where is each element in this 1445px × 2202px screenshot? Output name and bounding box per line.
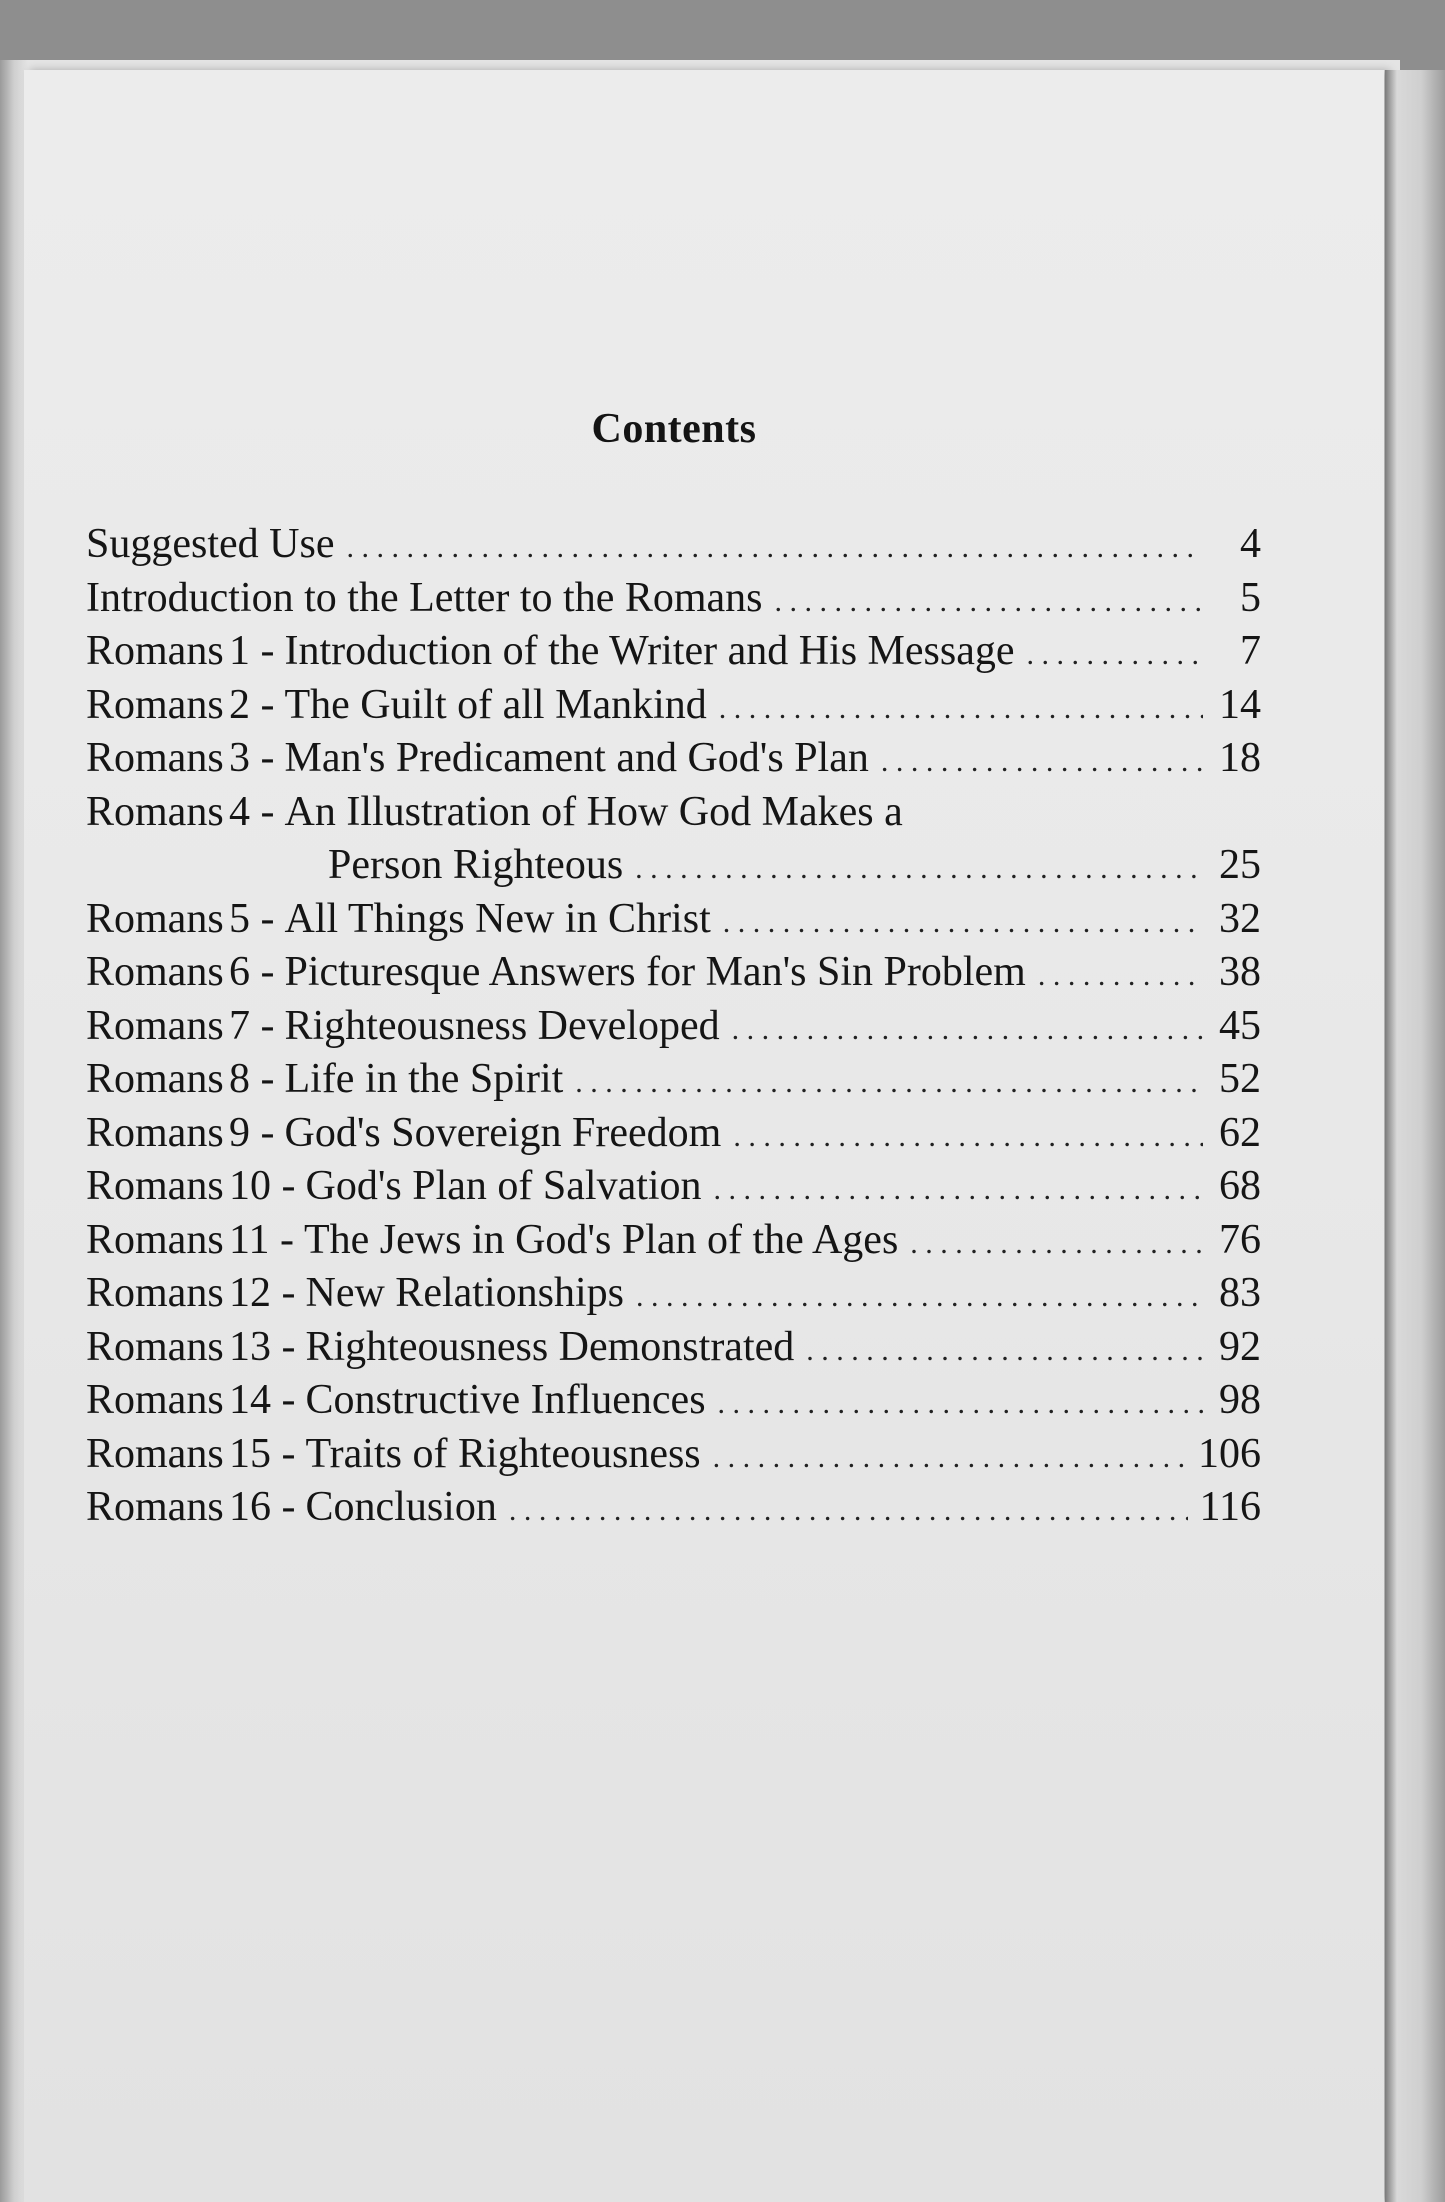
separator: - <box>250 1002 275 1049</box>
toc-entry-title: Conclusion <box>305 1484 497 1530</box>
separator: - <box>271 1270 296 1316</box>
dot-leader <box>575 1066 1203 1100</box>
toc-entry-romans-14[interactable] <box>86 1376 1261 1430</box>
separator: - <box>271 1377 296 1423</box>
toc-entry-title-continued: Person Righteous <box>328 842 624 888</box>
toc-page-number: 32 <box>1219 895 1261 942</box>
separator: - <box>250 949 275 995</box>
toc-chapter-number: 3 <box>229 735 250 781</box>
toc-entry-title: Man's Predicament and God's Plan <box>284 735 869 781</box>
toc-entry-romans-1[interactable] <box>86 627 1261 681</box>
toc-chapter-number: 6 <box>229 949 250 995</box>
dot-leader <box>346 531 1203 565</box>
dot-leader <box>1038 959 1203 993</box>
toc-page-number: 18 <box>1219 735 1261 781</box>
toc-chapter-number: 1 <box>229 628 250 674</box>
book-page <box>24 70 1384 2202</box>
toc-chapter-number: 2 <box>229 681 250 728</box>
toc-chapter-number: 9 <box>229 1109 250 1156</box>
toc-entry-introduction[interactable] <box>86 574 1261 628</box>
dot-leader <box>636 1280 1203 1314</box>
toc-page-number: 52 <box>1219 1056 1261 1102</box>
toc-page-number: 68 <box>1219 1163 1261 1209</box>
toc-page-number: 83 <box>1219 1270 1261 1316</box>
toc-entry-romans-4[interactable] <box>86 788 1261 842</box>
toc-chapter-number: 8 <box>229 1056 250 1102</box>
toc-page-number: 76 <box>1219 1216 1261 1263</box>
toc-entry-title: Righteousness Developed <box>284 1002 720 1049</box>
toc-book-label: Romans <box>86 1002 224 1049</box>
toc-book-label: Romans <box>86 1430 224 1477</box>
toc-entry-romans-10[interactable] <box>86 1162 1261 1216</box>
toc-book-label: Romans <box>86 1270 224 1316</box>
dot-leader <box>733 1120 1203 1154</box>
toc-page-number: 25 <box>1219 842 1261 888</box>
dot-leader <box>713 1441 1186 1475</box>
toc-book-label: Romans <box>86 895 224 942</box>
toc-entry-title: Introduction of the Writer and His Message <box>284 628 1015 674</box>
toc-page-number: 106 <box>1198 1430 1261 1477</box>
dot-leader <box>714 1173 1203 1207</box>
toc-entry-suggested-use[interactable] <box>86 520 1261 574</box>
toc-book-label: Romans <box>86 681 224 728</box>
dot-leader <box>732 1013 1203 1047</box>
separator: - <box>271 1430 296 1477</box>
dot-leader <box>1027 638 1203 672</box>
toc-entry-romans-8[interactable] <box>86 1055 1261 1109</box>
toc-page-number: 98 <box>1219 1377 1261 1423</box>
toc-entry-title: Suggested Use <box>86 521 335 567</box>
toc-entry-romans-9[interactable] <box>86 1109 1261 1163</box>
toc-book-label: Romans <box>86 1216 224 1263</box>
toc-entry-title: New Relationships <box>305 1270 624 1316</box>
toc-page-number: 45 <box>1219 1002 1261 1049</box>
toc-page-number: 116 <box>1199 1484 1261 1530</box>
toc-entry-title: The Guilt of all Mankind <box>284 681 707 728</box>
toc-chapter-number: 14 <box>229 1377 271 1423</box>
toc-entry-title: Constructive Influences <box>305 1377 706 1423</box>
toc-chapter-number: 7 <box>229 1002 250 1049</box>
dot-leader <box>881 745 1203 779</box>
toc-page-number: 14 <box>1219 681 1261 728</box>
toc-chapter-number: 10 <box>229 1163 271 1209</box>
toc-entry-title: An Illustration of How God Makes a <box>284 788 903 835</box>
separator: - <box>250 681 275 728</box>
toc-book-label: Romans <box>86 949 224 995</box>
toc-chapter-number: 13 <box>229 1323 271 1370</box>
toc-page-number: 92 <box>1219 1323 1261 1370</box>
toc-page-number: 38 <box>1219 949 1261 995</box>
dot-leader <box>806 1334 1203 1368</box>
separator: - <box>250 788 275 835</box>
toc-book-label: Romans <box>86 1109 224 1156</box>
toc-entry-romans-7[interactable] <box>86 1002 1261 1056</box>
toc-book-label: Romans <box>86 1484 224 1530</box>
toc-entry-title: God's Sovereign Freedom <box>284 1109 722 1156</box>
toc-page-number: 5 <box>1240 574 1261 621</box>
dot-leader <box>719 692 1203 726</box>
toc-entry-title: Righteousness Demonstrated <box>305 1323 795 1370</box>
toc-entry-title: God's Plan of Salvation <box>305 1163 702 1209</box>
separator: - <box>271 1163 296 1209</box>
toc-page-number: 4 <box>1240 521 1261 567</box>
separator: - <box>250 1056 275 1102</box>
separator: - <box>250 895 275 942</box>
toc-entry-romans-12[interactable] <box>86 1269 1261 1323</box>
dot-leader <box>509 1494 1188 1528</box>
separator: - <box>271 1323 296 1370</box>
toc-entry-title: Picturesque Answers for Man's Sin Problem <box>284 949 1026 995</box>
toc-entry-romans-6[interactable] <box>86 948 1261 1002</box>
dot-leader <box>635 852 1203 886</box>
toc-book-label: Romans <box>86 1163 224 1209</box>
separator: - <box>269 1216 294 1263</box>
toc-chapter-number: 16 <box>229 1484 271 1530</box>
toc-entry-romans-4-continued[interactable] <box>86 841 1261 895</box>
book-edge <box>1385 70 1445 2202</box>
page-title: Contents <box>591 406 757 452</box>
toc-book-label: Romans <box>86 788 224 835</box>
toc-page-number: 7 <box>1240 628 1261 674</box>
table-of-contents <box>86 520 1261 1537</box>
toc-book-label: Romans <box>86 1377 224 1423</box>
toc-chapter-number: 5 <box>229 895 250 942</box>
separator: - <box>250 1109 275 1156</box>
toc-entry-title: The Jews in God's Plan of the Ages <box>303 1216 899 1263</box>
toc-chapter-number: 15 <box>229 1430 271 1477</box>
toc-entry-romans-11[interactable] <box>86 1216 1261 1270</box>
toc-book-label: Romans <box>86 628 224 674</box>
toc-chapter-number: 11 <box>229 1216 270 1263</box>
toc-entry-romans-16[interactable] <box>86 1483 1261 1537</box>
toc-chapter-number: 4 <box>229 788 250 835</box>
dot-leader <box>718 1387 1203 1421</box>
toc-book-label: Romans <box>86 1323 224 1370</box>
separator: - <box>250 735 275 781</box>
toc-book-label: Romans <box>86 735 224 781</box>
toc-entry-title: All Things New in Christ <box>284 895 711 942</box>
toc-chapter-number: 12 <box>229 1270 271 1316</box>
dot-leader <box>723 906 1203 940</box>
toc-entry-romans-2[interactable] <box>86 681 1261 735</box>
toc-entry-romans-3[interactable] <box>86 734 1261 788</box>
toc-entry-title: Introduction to the Letter to the Romans <box>86 574 763 621</box>
toc-entry-romans-15[interactable] <box>86 1430 1261 1484</box>
toc-book-label: Romans <box>86 1056 224 1102</box>
toc-entry-title: Life in the Spirit <box>284 1056 564 1102</box>
separator: - <box>250 628 275 674</box>
toc-entry-romans-13[interactable] <box>86 1323 1261 1377</box>
dot-leader <box>910 1227 1203 1261</box>
toc-page-number: 62 <box>1219 1109 1261 1156</box>
toc-entry-romans-5[interactable] <box>86 895 1261 949</box>
toc-entry-title: Traits of Righteousness <box>305 1430 701 1477</box>
separator: - <box>271 1484 296 1530</box>
dot-leader <box>775 585 1203 619</box>
